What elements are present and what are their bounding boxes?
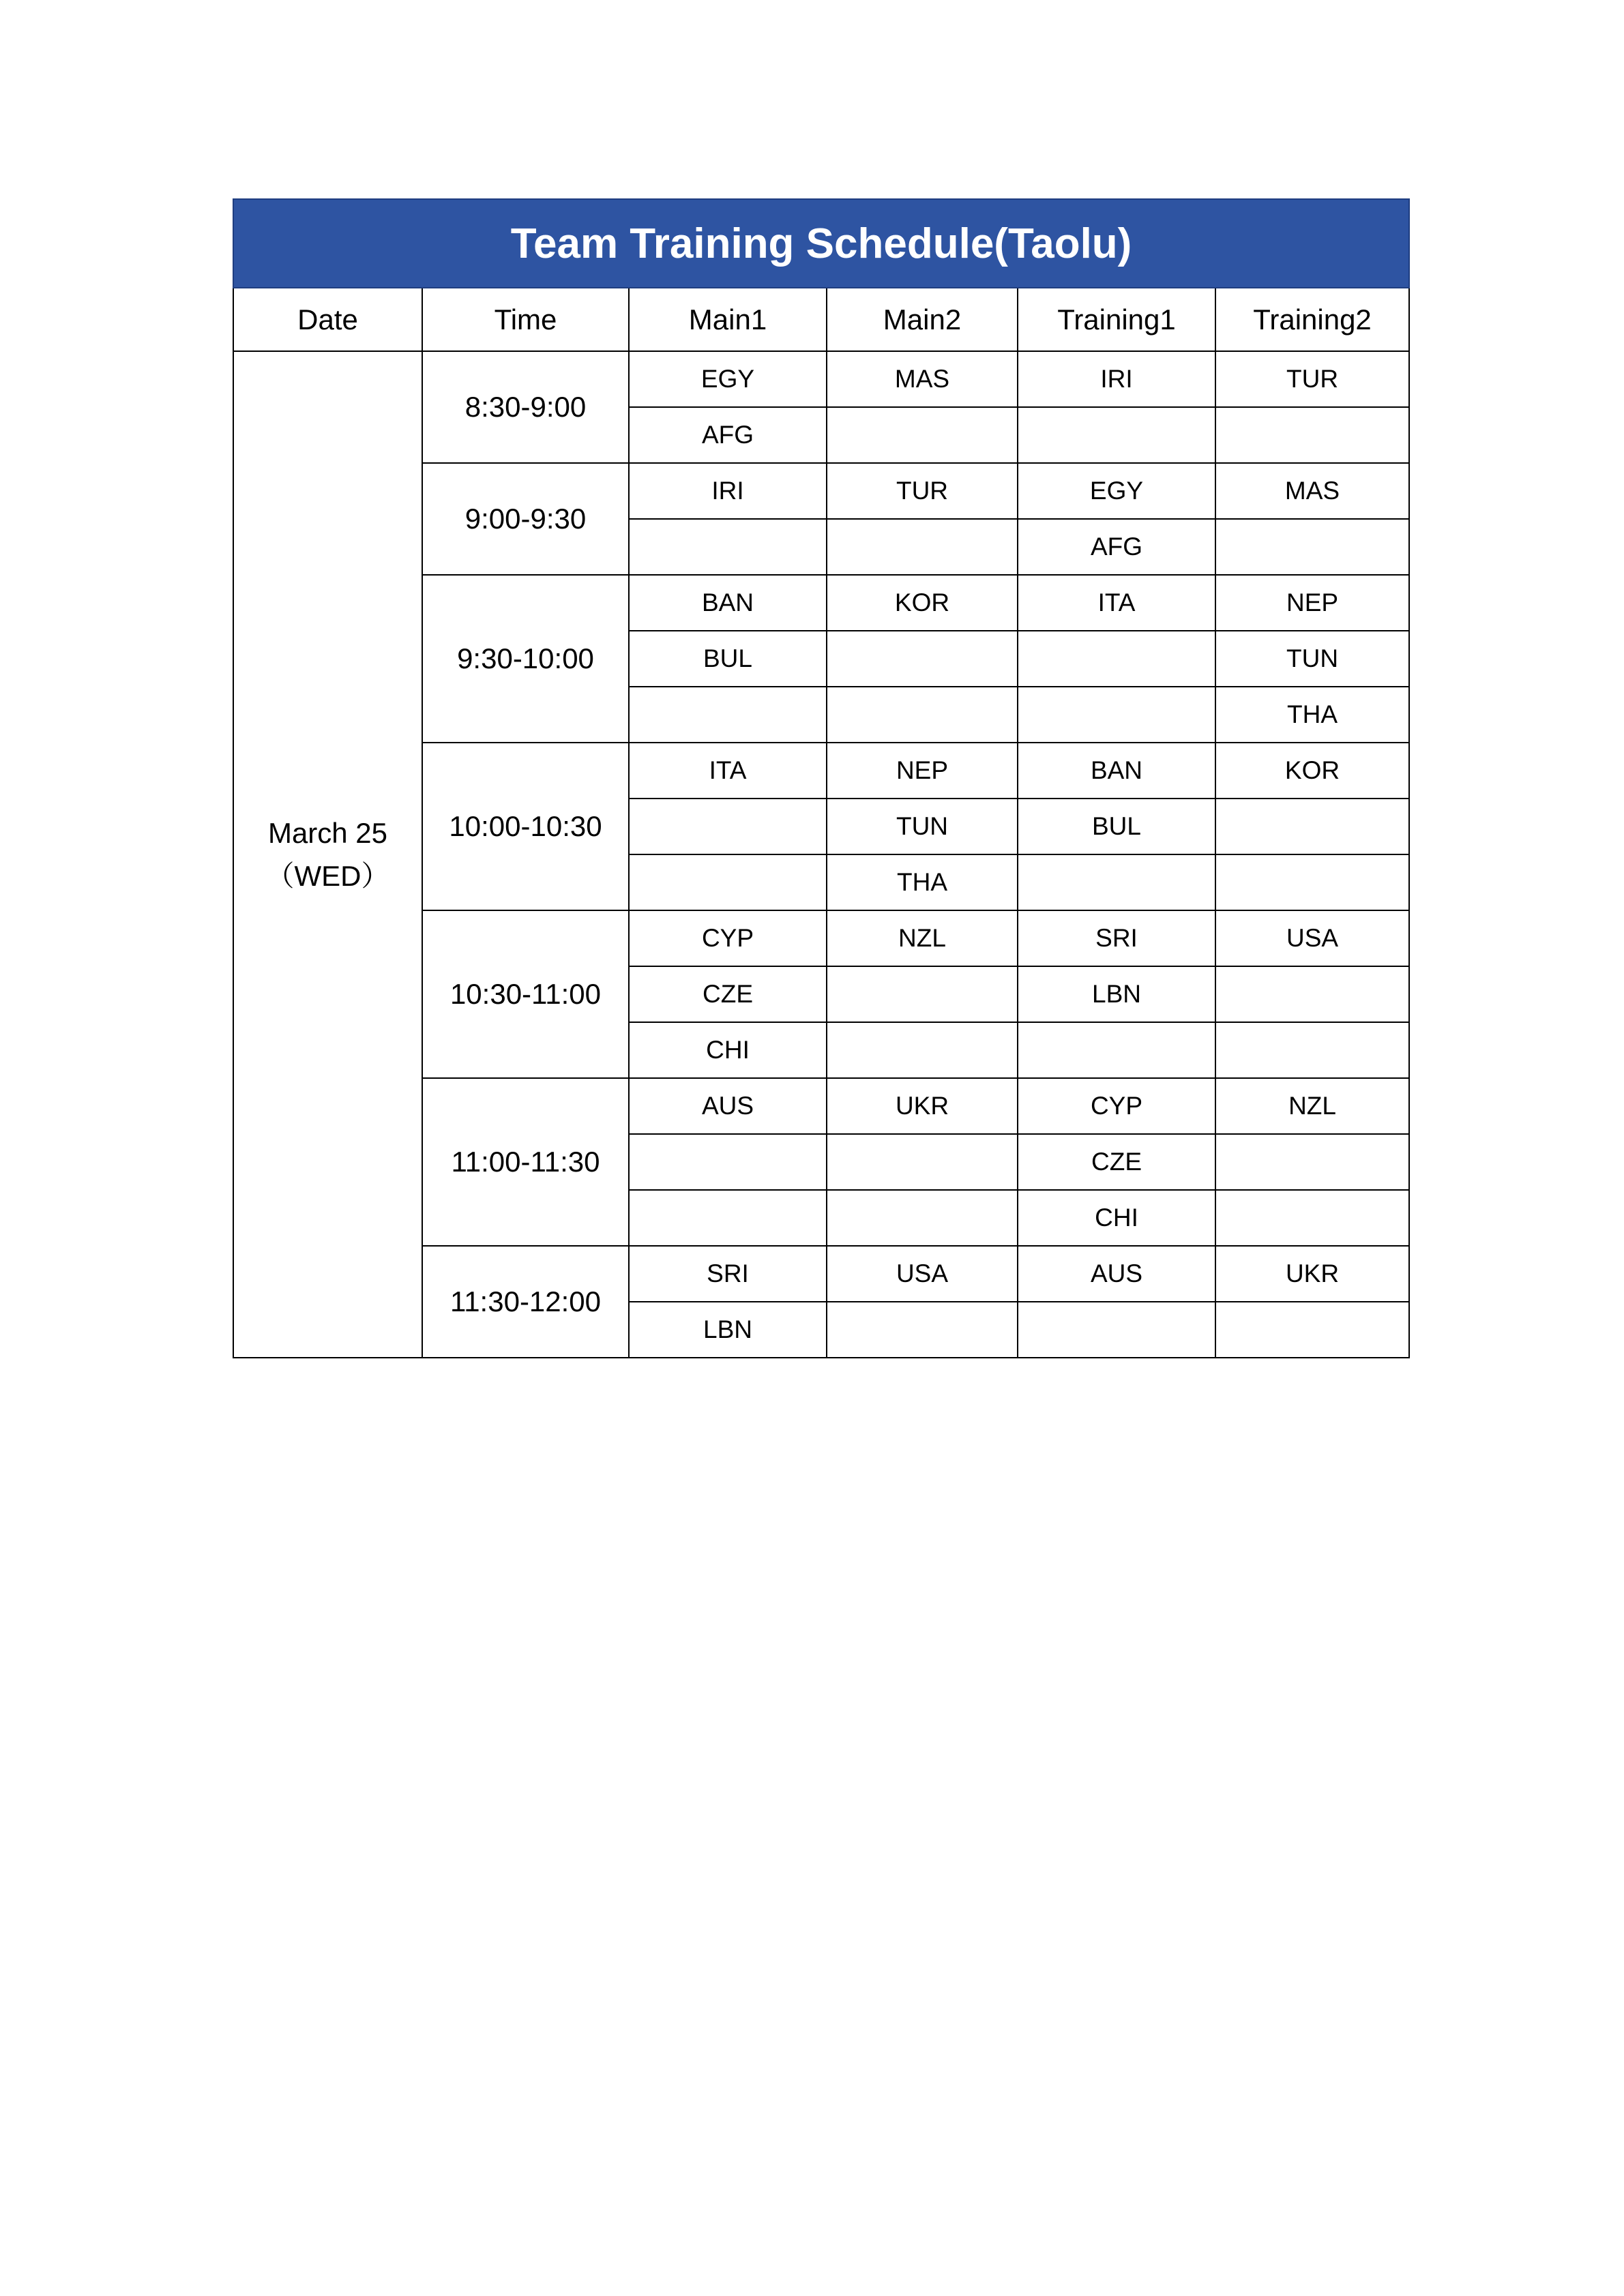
time-slot-cell: 10:30-11:00 — [422, 910, 629, 1078]
column-header-time: Time — [422, 288, 629, 351]
training2-team-cell: THA — [1215, 687, 1409, 743]
training2-team-cell: MAS — [1215, 463, 1409, 519]
main2-team-cell: NEP — [827, 743, 1018, 799]
training2-team-cell — [1215, 407, 1409, 463]
training2-team-cell: TUN — [1215, 631, 1409, 687]
main1-team-cell — [629, 854, 827, 910]
main2-team-cell: NZL — [827, 910, 1018, 966]
main1-team-cell — [629, 1190, 827, 1246]
main2-team-cell — [827, 966, 1018, 1022]
time-slot-cell: 10:00-10:30 — [422, 743, 629, 910]
main1-team-cell: ITA — [629, 743, 827, 799]
date-cell — [233, 351, 422, 1358]
time-slot-cell: 8:30-9:00 — [422, 351, 629, 463]
training2-team-cell — [1215, 1022, 1409, 1078]
main2-team-cell: MAS — [827, 351, 1018, 407]
training-schedule-table — [233, 198, 1410, 1358]
main2-team-cell: UKR — [827, 1078, 1018, 1134]
training2-team-cell: NZL — [1215, 1078, 1409, 1134]
training2-team-cell — [1215, 854, 1409, 910]
training2-team-cell: NEP — [1215, 575, 1409, 631]
main1-team-cell: EGY — [629, 351, 827, 407]
main1-team-cell: CYP — [629, 910, 827, 966]
column-header-date: Date — [233, 288, 422, 351]
time-slot-cell: 9:30-10:00 — [422, 575, 629, 743]
main2-team-cell — [827, 1134, 1018, 1190]
time-slot-cell: 9:00-9:30 — [422, 463, 629, 575]
training1-team-cell — [1018, 1302, 1215, 1358]
title-row — [233, 199, 1409, 288]
weekday-label: （WED） — [265, 860, 390, 892]
training1-team-cell — [1018, 854, 1215, 910]
main1-team-cell: IRI — [629, 463, 827, 519]
main2-team-cell: USA — [827, 1246, 1018, 1302]
training1-team-cell: SRI — [1018, 910, 1215, 966]
training2-team-cell: KOR — [1215, 743, 1409, 799]
training1-team-cell: ITA — [1018, 575, 1215, 631]
training1-team-cell — [1018, 407, 1215, 463]
training1-team-cell: CYP — [1018, 1078, 1215, 1134]
main2-team-cell — [827, 1022, 1018, 1078]
column-header-main1: Main1 — [629, 288, 827, 351]
main1-team-cell — [629, 1134, 827, 1190]
time-slot-cell: 11:30-12:00 — [422, 1246, 629, 1358]
main1-team-cell: AFG — [629, 407, 827, 463]
main2-team-cell — [827, 1302, 1018, 1358]
table-row — [233, 351, 1409, 407]
main1-team-cell: BAN — [629, 575, 827, 631]
training1-team-cell — [1018, 1022, 1215, 1078]
training1-team-cell: IRI — [1018, 351, 1215, 407]
training1-team-cell: BAN — [1018, 743, 1215, 799]
main1-team-cell — [629, 519, 827, 575]
main2-team-cell: THA — [827, 854, 1018, 910]
main2-team-cell — [827, 631, 1018, 687]
main2-team-cell: TUN — [827, 799, 1018, 854]
date-label: March 25 — [267, 817, 388, 849]
main1-team-cell — [629, 799, 827, 854]
training1-team-cell: AFG — [1018, 519, 1215, 575]
training2-team-cell — [1215, 1190, 1409, 1246]
main2-team-cell — [827, 687, 1018, 743]
training1-team-cell: EGY — [1018, 463, 1215, 519]
time-slot-cell: 11:00-11:30 — [422, 1078, 629, 1246]
training1-team-cell: BUL — [1018, 799, 1215, 854]
main2-team-cell: TUR — [827, 463, 1018, 519]
main2-team-cell — [827, 1190, 1018, 1246]
training1-team-cell: CZE — [1018, 1134, 1215, 1190]
training2-team-cell: USA — [1215, 910, 1409, 966]
main1-team-cell: BUL — [629, 631, 827, 687]
training2-team-cell — [1215, 1302, 1409, 1358]
training2-team-cell: UKR — [1215, 1246, 1409, 1302]
column-header-training2: Training2 — [1215, 288, 1409, 351]
main1-team-cell: CHI — [629, 1022, 827, 1078]
training2-team-cell — [1215, 799, 1409, 854]
training2-team-cell: TUR — [1215, 351, 1409, 407]
training2-team-cell — [1215, 519, 1409, 575]
main2-team-cell — [827, 519, 1018, 575]
column-header-row — [233, 288, 1409, 351]
training1-team-cell — [1018, 631, 1215, 687]
training1-team-cell: LBN — [1018, 966, 1215, 1022]
main1-team-cell: AUS — [629, 1078, 827, 1134]
main1-team-cell — [629, 687, 827, 743]
main2-team-cell — [827, 407, 1018, 463]
schedule-title: Team Training Schedule(Taolu) — [233, 199, 1409, 288]
training1-team-cell — [1018, 687, 1215, 743]
training2-team-cell — [1215, 966, 1409, 1022]
schedule-body — [233, 351, 1409, 1358]
main1-team-cell: LBN — [629, 1302, 827, 1358]
column-header-training1: Training1 — [1018, 288, 1215, 351]
main1-team-cell: SRI — [629, 1246, 827, 1302]
training2-team-cell — [1215, 1134, 1409, 1190]
main2-team-cell: KOR — [827, 575, 1018, 631]
training1-team-cell: AUS — [1018, 1246, 1215, 1302]
main1-team-cell: CZE — [629, 966, 827, 1022]
column-header-main2: Main2 — [827, 288, 1018, 351]
training1-team-cell: CHI — [1018, 1190, 1215, 1246]
